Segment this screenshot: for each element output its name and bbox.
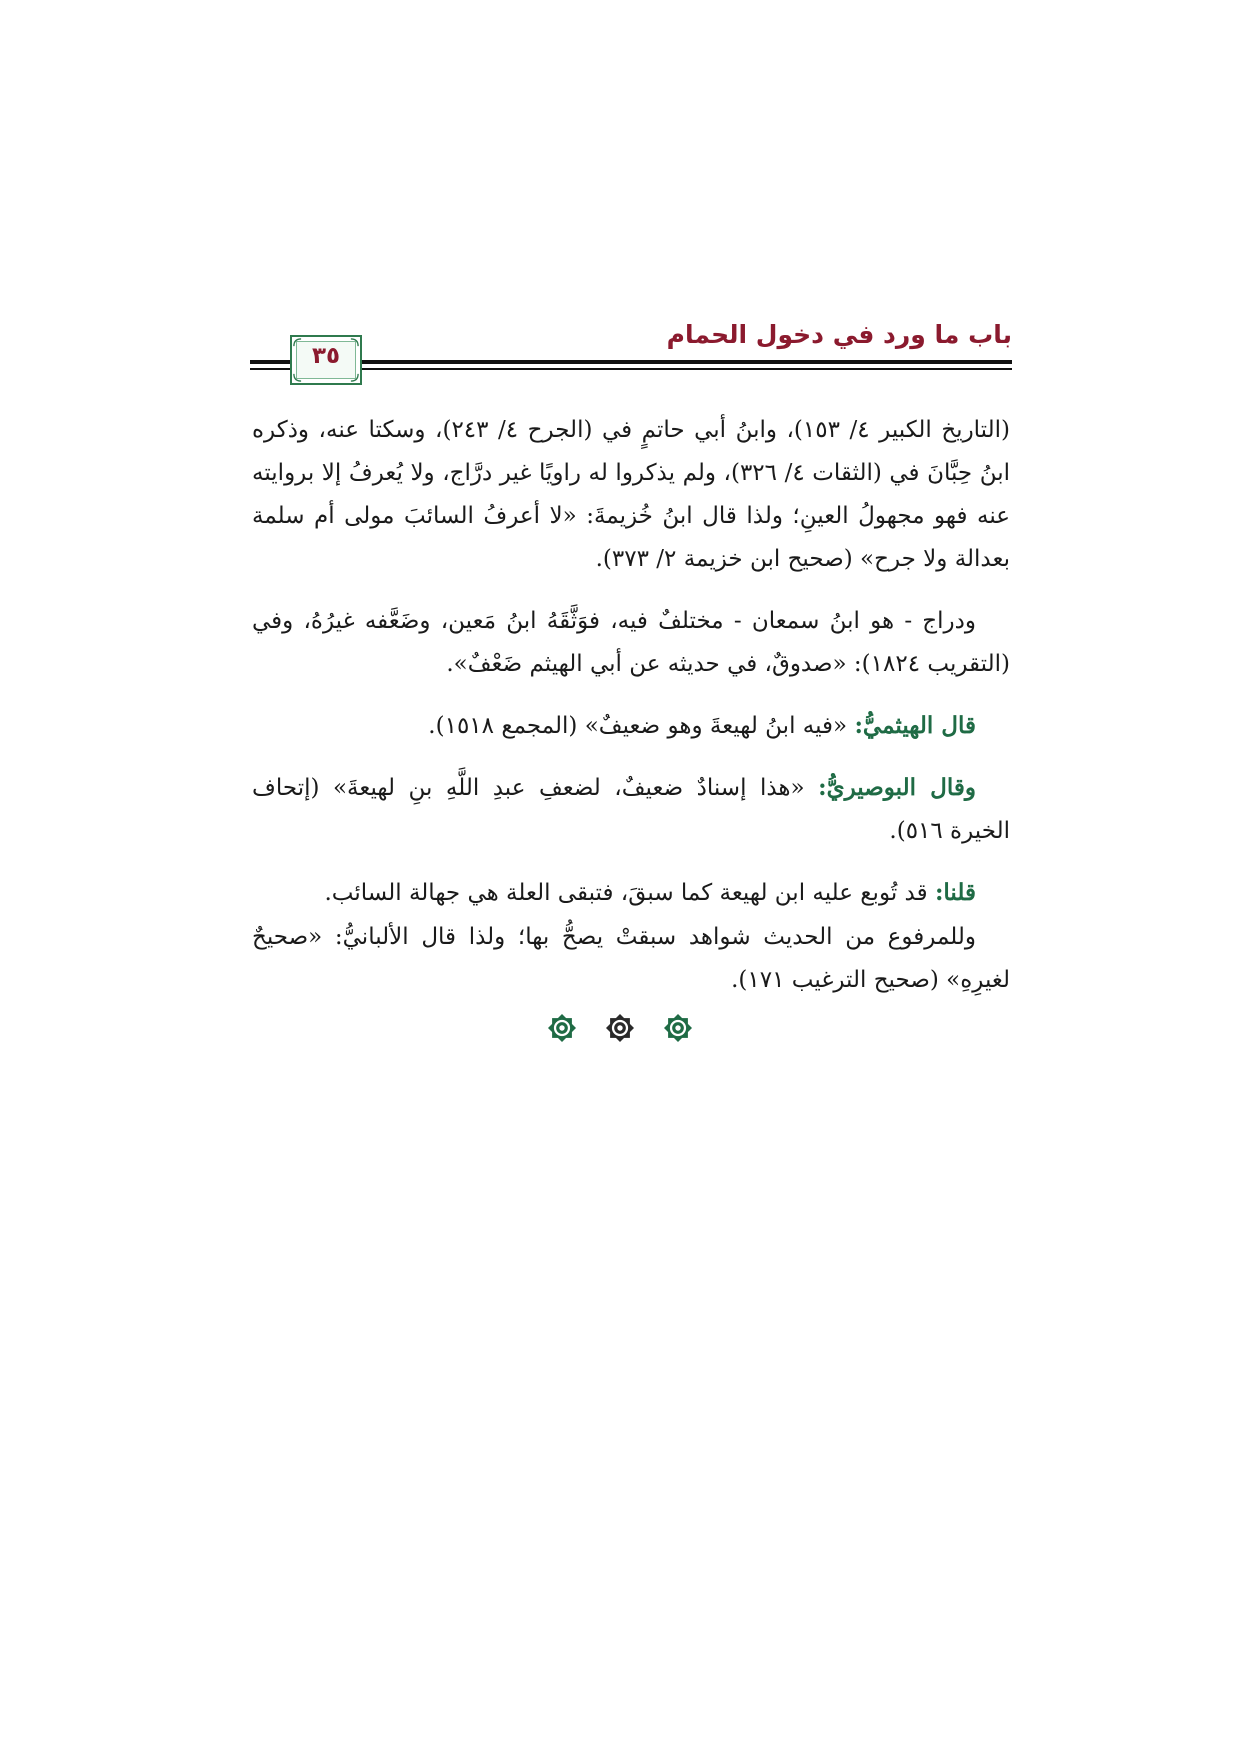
paragraph-2 <box>252 599 1010 686</box>
paragraph-text: (التاريخ الكبير ٤/ ١٥٣)، وابنُ أبي حاتمٍ في (الجرح ٤/ ٢٤٣)، وسكتا عنه، وذكره ابنُ حِبَّانَ في (الثقات ٤/ ٣٢٦)، ولم يذكروا له راويًا غير درَّاج، ولا يُعرفُ إلا بروايته عنه فهو مجهولُ العينِ؛ ولذا قال ابنُ خُزيمةَ: «لا أعرفُ السائبَ مولى أم سلمة بعدالة ولا جرح» (صحيح ابن خزيمة ٢/ ٣٧٣). <box>252 417 1010 572</box>
page-body <box>252 408 1010 1002</box>
section-end-ornaments <box>520 1010 720 1050</box>
paragraph-3 <box>252 704 1010 748</box>
header-rule-thin <box>250 368 1012 370</box>
corner-flourish-icon <box>350 373 359 382</box>
paragraph-4 <box>252 766 1010 853</box>
paragraph-label: قال الهيثميُّ: <box>854 712 976 739</box>
paragraph-text: «فيه ابنُ لهيعةَ وهو ضعيفٌ» (المجمع ١٥١٨). <box>428 713 855 739</box>
paragraph-6 <box>252 915 1010 1002</box>
paragraph-label: وقال البوصيريُّ: <box>818 774 976 801</box>
page-number-badge <box>290 335 362 385</box>
page-header <box>250 315 1012 390</box>
paragraph-text: ودراج - هو ابنُ سمعان - مختلفٌ فيه، فوَثَّقَهُ ابنُ مَعين، وضَعَّفه غيرُهُ، وفي (التقريب ١٨٢٤): «صدوقٌ، في حديثه عن أبي الهيثم ضَعْفٌ». <box>252 608 1010 677</box>
page-number: ٣٥ <box>311 343 341 369</box>
paragraph-text: «هذا إسنادٌ ضعيفٌ، لضعفِ عبدِ اللَّهِ بنِ لهيعةَ» (إتحاف الخيرة ٥١٦). <box>252 775 1010 844</box>
paragraph-label: قلنا: <box>934 879 976 906</box>
paragraph-text: قد تُوبع عليه ابن لهيعة كما سبقَ، فتبقى العلة هي جهالة السائب. <box>324 880 935 906</box>
green-star-ornament-icon <box>544 1010 580 1046</box>
header-rule-thick <box>250 360 1012 364</box>
corner-flourish-icon <box>293 373 302 382</box>
dark-star-ornament-icon <box>602 1010 638 1046</box>
paragraph-5 <box>252 871 1010 915</box>
running-title: باب ما ورد في دخول الحمام <box>666 320 1012 349</box>
paragraph-1 <box>252 408 1010 581</box>
paragraph-text: وللمرفوع من الحديث شواهد سبقتْ يصحُّ بها؛ ولذا قال الألبانيُّ: «صحيحٌ لغيرِهِ» (صحيح الترغيب ١٧١). <box>252 924 1010 993</box>
green-star-ornament-icon <box>660 1010 696 1046</box>
